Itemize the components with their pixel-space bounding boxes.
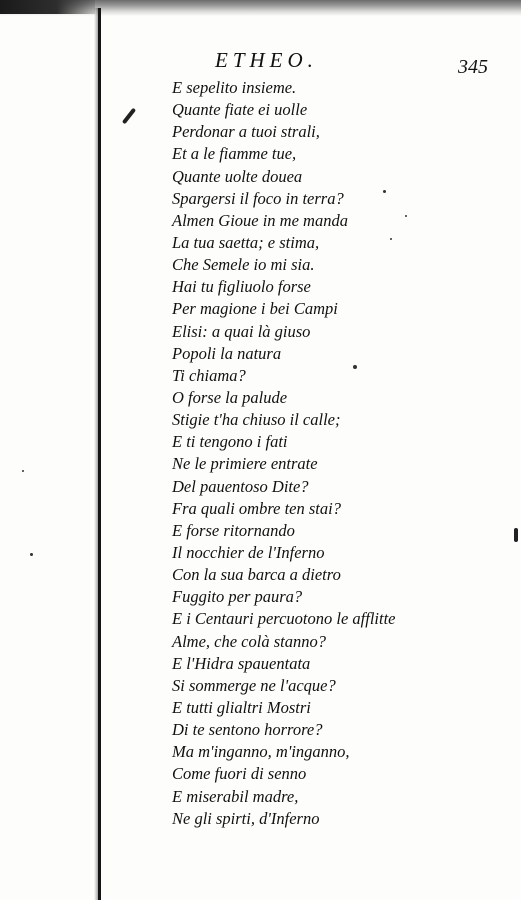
verse-line: Di te sentono horrore? bbox=[172, 720, 323, 740]
verse-line: Et a le fiamme tue, bbox=[172, 144, 297, 164]
verse-line: E i Centauri percuotono le afflitte bbox=[172, 609, 396, 629]
verse-line: Ne gli spirti, d'Inferno bbox=[172, 808, 320, 828]
running-head: ETHEO. bbox=[215, 48, 318, 72]
ink-mark bbox=[122, 108, 136, 125]
ink-speck bbox=[383, 190, 386, 193]
verse-line: Spargersi il foco in terra? bbox=[172, 188, 344, 208]
verse-line: Il nocchier de l'Inferno bbox=[172, 542, 325, 562]
verse-line: Popoli la natura bbox=[172, 343, 282, 363]
verse-line: E tutti glialtri Mostri bbox=[172, 697, 311, 717]
verse-line: Hai tu figliuolo forse bbox=[172, 277, 311, 297]
binding-shadow-top bbox=[0, 0, 95, 14]
verse-line: E forse ritornando bbox=[172, 520, 295, 540]
verse-line: Che Semele io mi sia. bbox=[172, 255, 315, 275]
verse-line: E sepelito insieme. bbox=[172, 78, 297, 97]
verse-line: Del pauentoso Dite? bbox=[172, 476, 309, 496]
ink-speck bbox=[30, 553, 33, 556]
verse-line: Quante fiate ei uolle bbox=[172, 100, 308, 120]
verse-line: Perdonar a tuoi strali, bbox=[172, 122, 320, 142]
verse-line: Con la sua barca a dietro bbox=[172, 565, 341, 585]
verse-line: Quante uolte douea bbox=[172, 166, 303, 186]
verse-line: Alme, che colà stanno? bbox=[172, 631, 326, 651]
verse-line: Ne le primiere entrate bbox=[172, 454, 318, 474]
ink-mark bbox=[514, 528, 518, 542]
verse-line: Elisi: a quai là giuso bbox=[172, 321, 311, 341]
verse-line: Fuggito per paura? bbox=[172, 587, 303, 607]
verse-text bbox=[172, 77, 395, 830]
ink-speck bbox=[405, 215, 407, 217]
verse-line: Fra quali ombre ten stai? bbox=[172, 498, 341, 518]
page-number: 345 bbox=[458, 56, 488, 78]
verse-line: La tua saetta; e stima, bbox=[172, 232, 320, 252]
verse-line: E ti tengono i fati bbox=[172, 432, 288, 452]
verse-line: Stigie t'ha chiuso il calle; bbox=[172, 410, 341, 430]
ink-speck bbox=[22, 470, 24, 472]
verse-line: Ti chiama? bbox=[172, 365, 246, 385]
verse-line: Per magione i bei Campi bbox=[172, 299, 338, 319]
ink-speck bbox=[353, 365, 357, 369]
verse-line: Almen Gioue in me manda bbox=[172, 210, 348, 230]
verse-line: Ma m'inganno, m'inganno, bbox=[172, 742, 350, 762]
ink-speck bbox=[390, 238, 392, 240]
verse-line: Come fuori di senno bbox=[172, 764, 307, 784]
verse-line: E l'Hidra spauentata bbox=[172, 653, 311, 673]
gutter-line bbox=[98, 8, 101, 900]
verse-line: Si sommerge ne l'acque? bbox=[172, 675, 336, 695]
verse-line: O forse la palude bbox=[172, 387, 288, 407]
verse-line: E miserabil madre, bbox=[172, 786, 299, 806]
